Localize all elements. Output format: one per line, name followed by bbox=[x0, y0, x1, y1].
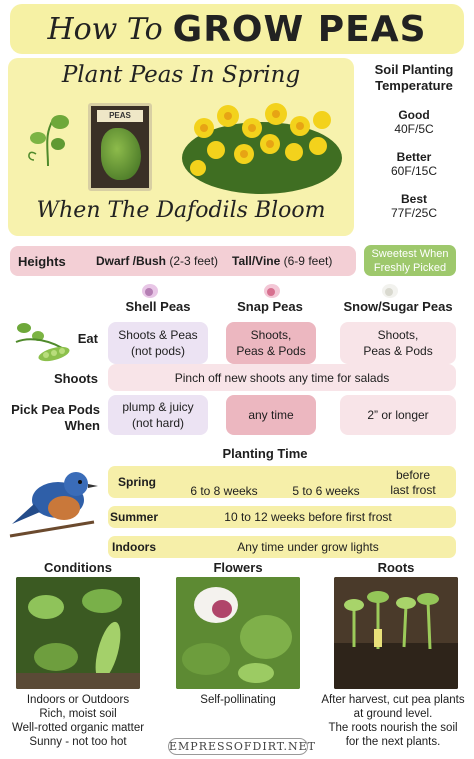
soil-better-label: Better bbox=[396, 150, 432, 164]
soil-better-value: 60F/15C bbox=[390, 164, 438, 178]
heights-dwarf-range: (2-3 feet) bbox=[169, 254, 219, 268]
site-credit: EMPRESSOFDIRT.NET bbox=[169, 740, 316, 753]
roots-line: After harvest, cut pea plants bbox=[321, 694, 465, 706]
heights-tall-name: Tall/Vine bbox=[232, 254, 281, 268]
cell-eat-shell-line1: Shoots & Peas bbox=[118, 328, 198, 342]
cell-pick-snow: 2” or longer bbox=[340, 395, 456, 435]
soil-title-line2: Temperature bbox=[375, 78, 453, 93]
seed-packet-image bbox=[88, 103, 152, 191]
row-label-shoots: Shoots bbox=[53, 371, 98, 386]
soil-best-label: Best bbox=[400, 192, 427, 206]
col-shell-peas: Shell Peas bbox=[125, 299, 191, 314]
planting-spring-note bbox=[378, 468, 448, 498]
cell-eat-shell bbox=[108, 322, 208, 364]
cell-pick-shell-line1: plump & juicy bbox=[122, 400, 194, 414]
roots-line: at ground level. bbox=[353, 708, 433, 720]
roots-line: for the next plants. bbox=[345, 736, 441, 748]
col-snow-sugar-peas: Snow/Sugar Peas bbox=[343, 299, 453, 314]
seed-packet-label: PEAS bbox=[97, 110, 143, 122]
cell-pick-shell-line2: (not hard) bbox=[131, 416, 185, 430]
conditions-photo bbox=[16, 577, 140, 689]
row-label-pick-line2: When bbox=[64, 418, 100, 433]
roots-line: The roots nourish the soil bbox=[328, 722, 458, 734]
soil-good-value: 40F/5C bbox=[394, 122, 434, 136]
roots-caption bbox=[314, 693, 472, 749]
planting-time-title: Planting Time bbox=[222, 446, 308, 461]
soil-best-value: 77F/25C bbox=[390, 206, 438, 220]
title-banner bbox=[10, 4, 464, 54]
conditions-line: Well-rotted organic matter bbox=[11, 722, 145, 734]
planting-indoors-text: Any time under grow lights bbox=[237, 540, 379, 554]
heights-dwarf bbox=[96, 254, 218, 268]
planting-spring-ground: 5 to 6 weeks bbox=[292, 484, 360, 498]
conditions-line: Rich, moist soil bbox=[39, 708, 117, 720]
cell-shoots: Pinch off new shoots any time for salads bbox=[108, 364, 456, 391]
cell-eat-shell-line2: (not pods) bbox=[130, 344, 186, 358]
heights-tall bbox=[232, 254, 332, 268]
planting-spring-note-line1: before bbox=[395, 468, 431, 482]
cell-eat-snow-line2: Peas & Pods bbox=[363, 344, 433, 358]
soil-good-label: Good bbox=[398, 108, 430, 122]
sweetest-line1: Sweetest When bbox=[371, 248, 449, 260]
pea-pod-illustration bbox=[101, 128, 141, 180]
pea-sprig-image bbox=[18, 108, 78, 168]
plant-heading: Plant Peas In Spring bbox=[61, 62, 301, 88]
heights-tall-range: (6-9 feet) bbox=[283, 254, 333, 268]
cell-eat-snow bbox=[340, 322, 456, 364]
sweetest-line2: Freshly Picked bbox=[373, 262, 447, 274]
row-label-pick bbox=[4, 402, 100, 434]
heights-dwarf-name: Dwarf /Bush bbox=[96, 254, 167, 268]
sweetest-badge bbox=[364, 245, 456, 276]
flowers-line: Self-pollinating bbox=[200, 694, 276, 706]
cell-eat-snap-line1: Shoots, bbox=[250, 328, 292, 342]
planting-indoors-label: Indoors bbox=[112, 540, 156, 554]
pea-flower-icon bbox=[140, 282, 160, 300]
flowers-title: Flowers bbox=[213, 560, 263, 575]
soil-temperature-panel bbox=[356, 62, 472, 220]
conditions-line: Sunny - not too hot bbox=[29, 736, 127, 748]
planting-spring-note-line2: last frost bbox=[390, 483, 436, 497]
flowers-caption bbox=[176, 693, 300, 707]
cell-eat-snow-line1: Shoots, bbox=[377, 328, 419, 342]
daffodils-image bbox=[180, 98, 344, 194]
plant-subheading: When The Dafodils Bloom bbox=[36, 198, 326, 223]
title-bold: GROW PEAS bbox=[172, 8, 427, 50]
planting-summer-label: Summer bbox=[110, 510, 159, 524]
conditions-title: Conditions bbox=[44, 560, 112, 575]
planting-summer-text: 10 to 12 weeks before first frost bbox=[224, 510, 392, 524]
planting-spring-raised: 6 to 8 weeks bbox=[190, 484, 258, 498]
roots-photo bbox=[334, 577, 458, 689]
title-script: How To bbox=[47, 11, 163, 47]
pea-flower-icon bbox=[262, 282, 282, 300]
heights-bar bbox=[10, 246, 356, 276]
row-label-eat: Eat bbox=[77, 331, 98, 346]
bluebird-image bbox=[6, 466, 102, 540]
pea-flower-icon bbox=[380, 282, 400, 300]
roots-title: Roots bbox=[377, 560, 415, 575]
cell-eat-snap bbox=[226, 322, 316, 364]
cell-eat-snap-line2: Peas & Pods bbox=[236, 344, 306, 358]
heights-label: Heights bbox=[18, 253, 66, 269]
cell-pick-snap: any time bbox=[226, 395, 316, 435]
conditions-caption bbox=[6, 693, 150, 749]
col-snap-peas: Snap Peas bbox=[237, 299, 303, 314]
conditions-line: Indoors or Outdoors bbox=[26, 694, 130, 706]
flowers-photo bbox=[176, 577, 300, 689]
cell-pick-shell bbox=[108, 395, 208, 435]
row-label-pick-line1: Pick Pea Pods bbox=[11, 402, 100, 417]
planting-spring-label: Spring bbox=[118, 475, 156, 489]
soil-title-line1: Soil Planting bbox=[374, 62, 454, 77]
